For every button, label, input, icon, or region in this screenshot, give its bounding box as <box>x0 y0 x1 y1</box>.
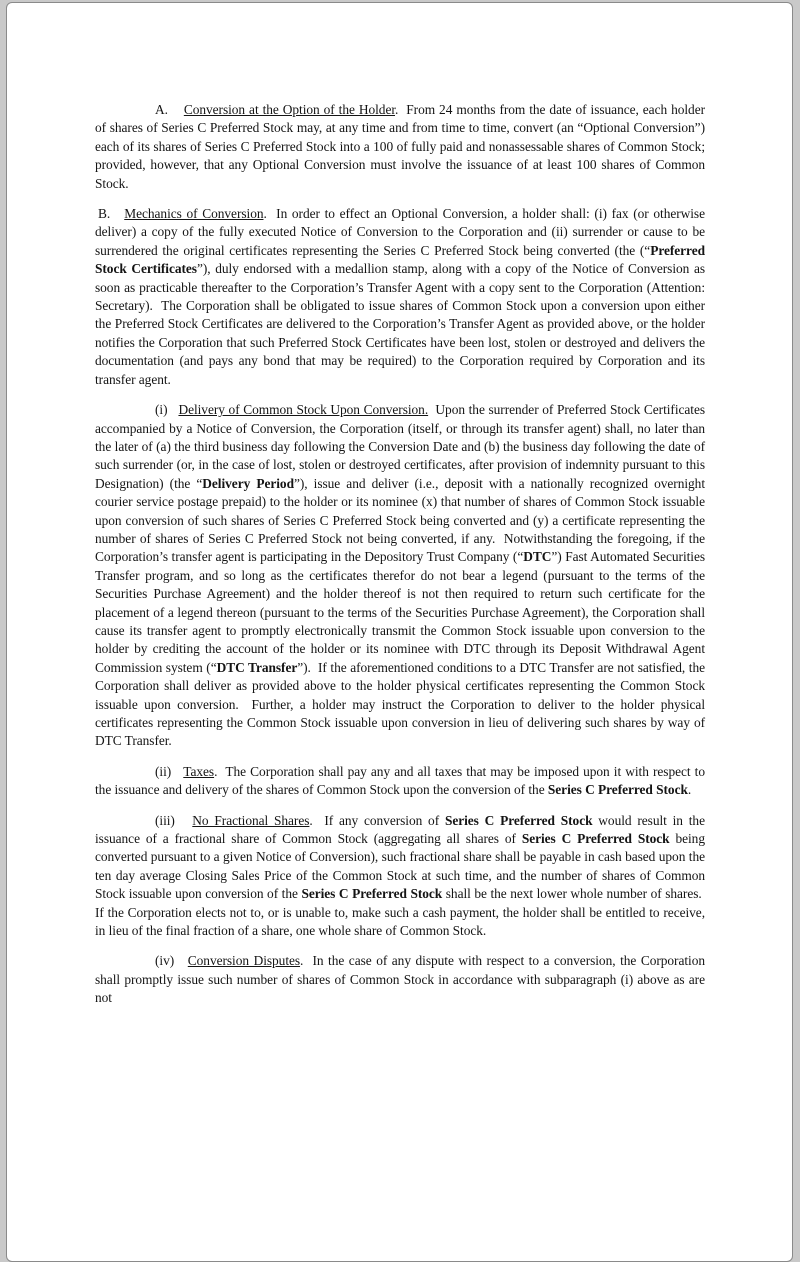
text-segment: B. <box>98 206 125 222</box>
paragraph-i <box>95 401 705 751</box>
text-segment: No Fractional Shares <box>192 812 310 828</box>
text-segment: being converted pursuant to a given Notice of Conversion), such fractional share shall be payable in cash based upon the ten day average Closing Sales Price of the Common Stock at such time, and the number of shares of Common Stock issuable upon conversion of the <box>95 831 705 902</box>
text-segment: ”), duly endorsed with a medallion stamp, along with a copy of the Notice of Conversion as soon as practicable thereafter to the Corporation’s Transfer Agent with a copy sent to the Corporation (Attention: Secretary). The Corporation shall be obligated to issue shares of Common Stock upon a conversion upon either the Preferred Stock Certificates are delivered to the Corporation’s Transfer Agent as provided above, or the holder notifies the Corporation that such Preferred Stock Certificates have been lost, stolen or destroyed and delivers the documentation (and pays any bond that may be required) to the Corporation required by Corporation and its transfer agent. <box>95 261 705 387</box>
text-segment: (i) <box>155 402 179 418</box>
text-segment: . In order to effect an Optional Conversion, a holder shall: (i) fax (or otherwise deliver) a copy of the fully executed Notice of Conversion to the Corporation and (ii) surrender or cause to be surrendered the original certificates representing the Series C Preferred Stock being converted (the (“ <box>95 206 705 258</box>
text-segment: . The Corporation shall pay any and all taxes that may be imposed upon it with respect to the issuance and delivery of the shares of Common Stock upon the conversion of the <box>95 763 705 798</box>
document-body <box>7 3 792 1060</box>
text-segment: Upon the surrender of Preferred Stock Certificates accompanied by a Notice of Conversion, the Corporation (itself, or through its transfer agent) shall, no later than the later of (a) the third business day following the Conversion Date and (b) the business day following the date of such surrender (or, in the case of lost, stolen or destroyed certificates, after provision of indemnity pursuant to this Designation) (the “ <box>95 402 706 491</box>
text-segment: (ii) <box>155 763 184 779</box>
text-segment: ”), issue and deliver (i.e., deposit with a nationally recognized overnight courier service postage prepaid) to the holder or its nominee (x) that number of shares of Common Stock issuable upon conversion of such shares of Series C Preferred Stock being converted and (y) a certificate representing the number of shares of Series C Preferred Stock not being converted, if any. Notwithstanding the foregoing, if the Corporation’s transfer agent is participating in the Depository Trust Company (“ <box>95 475 705 565</box>
document-page <box>6 2 793 1262</box>
text-segment: ”). If the aforementioned conditions to a DTC Transfer are not satisfied, the Corporation shall deliver as provided above to the holder physical certificates representing the Common Stock issuable upon conversion. Further, a holder may instruct the Corporation to deliver to the holder physical certificates representing the Common Stock issuable upon conversion in lieu of delivering such shares by way of DTC Transfer. <box>95 659 706 749</box>
text-segment: Series C Preferred Stock <box>301 886 443 902</box>
text-segment: (iv) <box>155 953 188 969</box>
text-segment: shall be the next lower whole number of shares. If the Corporation elects not to, or is unable to, make such a cash payment, the holder shall be entitled to receive, in lieu of the final fraction of a share, one whole share of Common Stock. <box>95 886 705 939</box>
text-segment: Series C Preferred Stock <box>547 782 688 798</box>
text-segment: Preferred Stock Certificates <box>95 242 705 277</box>
text-segment: A. <box>155 102 184 117</box>
paragraph-A <box>95 101 705 193</box>
text-segment: (iii) <box>155 812 193 828</box>
text-segment: Conversion at the Option of the Holder <box>183 102 396 117</box>
text-segment: . <box>687 782 692 798</box>
paragraph-iv <box>95 952 705 1007</box>
text-segment: Series C Preferred Stock <box>444 812 593 828</box>
text-segment: DTC Transfer <box>216 659 298 675</box>
text-segment: Delivery Period <box>202 475 294 491</box>
text-segment: . In the case of any dispute with respect to a conversion, the Corporation shall promptly issue such number of shares of Common Stock in accordance with subparagraph (i) above as are not <box>95 953 705 1006</box>
paragraph-B <box>95 205 705 389</box>
text-segment: Conversion Disputes <box>187 953 301 969</box>
text-segment: would result in the issuance of a fractional share of Common Stock (aggregating all shares of <box>95 812 705 847</box>
text-segment: Taxes <box>183 763 215 779</box>
text-segment: Delivery of Common Stock Upon Conversion. <box>178 402 429 418</box>
paragraph-iii <box>95 812 705 941</box>
text-segment: Mechanics of Conversion <box>124 206 264 222</box>
text-segment: DTC <box>523 549 552 565</box>
text-segment: ”) Fast Automated Securities Transfer program, and so long as the certificates therefor do not bear a legend (pursuant to the terms of the Securities Purchase Agreement) and the holder thereof is not then required to return such certificate for the placement of a legend thereon (pursuant to the terms of the Securities Purchase Agreement), the Corporation shall cause its transfer agent to promptly electronically transmit the Common Stock issuable upon conversion to the holder by crediting the account of the holder or its nominee with DTC through its Deposit Withdrawal Agent Commission system (“ <box>95 549 706 675</box>
text-segment: . From 24 months from the date of issuance, each holder of shares of Series C Preferred Stock may, at any time and from time to time, convert (an “Optional Conversion”) each of its shares of Series C Preferred Stock into a 100 of fully paid and nonassessable shares of Common Stock; provided, however, that any Optional Conversion must involve the issuance of at least 100 shares of Common Stock. <box>95 102 705 191</box>
paragraph-ii <box>95 763 705 800</box>
text-segment: . If any conversion of <box>309 812 445 828</box>
text-segment: Series C Preferred Stock <box>521 831 670 847</box>
